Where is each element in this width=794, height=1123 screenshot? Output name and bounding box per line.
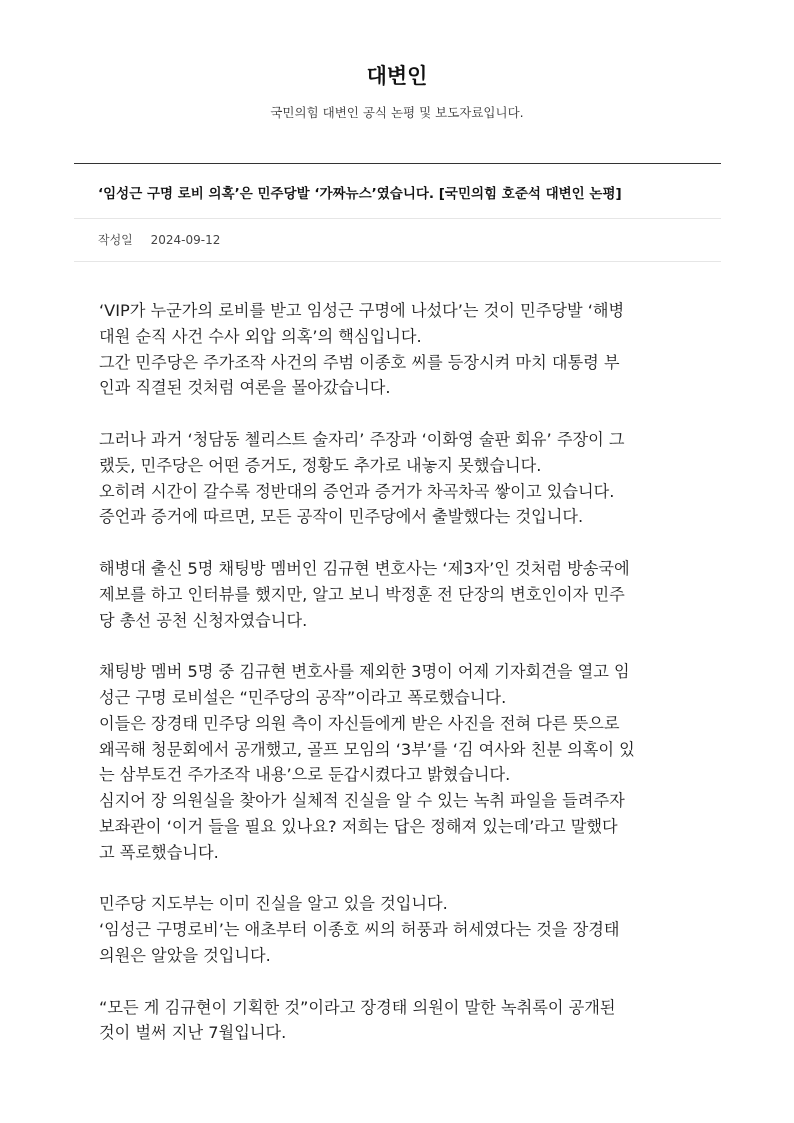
article-body (99, 298, 695, 1072)
date-label: 작성일 (98, 233, 133, 247)
paragraph (99, 298, 695, 401)
paragraph-line: 는 삼부토건 주가조작 내용’으로 둔갑시켰다고 밝혔습니다. (99, 765, 511, 785)
paragraph-line: 증언과 증거에 따르면, 모든 공작이 민주당에서 출발했다는 것입니다. (99, 507, 584, 527)
paragraph-line: 보좌관이 ‘이거 들을 필요 있나요? 저희는 답은 정해져 있는데’라고 말했다 (99, 816, 618, 836)
paragraph-line: 고 폭로했습니다. (99, 842, 219, 862)
paragraph-line: ‘VIP가 누군가의 로비를 받고 임성근 구명에 나섰다’는 것이 민주당발 ‘해병 (99, 301, 625, 320)
paragraph (99, 556, 695, 633)
paragraph (99, 427, 695, 530)
paragraph-line: 것이 벌써 지난 7월입니다. (99, 1023, 287, 1043)
paragraph-line: 인과 직결된 것처럼 여론을 몰아갔습니다. (99, 378, 391, 398)
meta-divider (74, 261, 721, 262)
paragraph-line: 오히려 시간이 갈수록 정반대의 증언과 증거가 차곡차곡 쌓이고 있습니다. (99, 481, 615, 501)
paragraph-line: 제보를 하고 인터뷰를 했지만, 알고 보니 박정훈 전 단장의 변호인이자 민주 (99, 584, 625, 604)
paragraph-line: 심지어 장 의원실을 찾아가 실체적 진실을 알 수 있는 녹취 파일을 들려주자 (99, 791, 625, 811)
paragraph-line: 그간 민주당은 주가조작 사건의 주범 이종호 씨를 등장시켜 마치 대통령 부 (99, 352, 620, 372)
paragraph-line: 그러나 과거 ‘청담동 첼리스트 술자리’ 주장과 ‘이화영 술판 회유’ 주장이 그 (99, 429, 625, 449)
paragraph (99, 891, 695, 968)
paragraph (99, 995, 695, 1047)
paragraph (99, 659, 695, 865)
paragraph-line: 이들은 장경태 민주당 의원 측이 자신들에게 받은 사진을 전혀 다른 뜻으로 (99, 713, 620, 733)
article-meta (98, 231, 220, 248)
paragraph-line: 당 총선 공천 신청자였습니다. (99, 610, 308, 630)
paragraph-line: 의원은 알았을 것입니다. (99, 945, 271, 965)
page-subtitle: 국민의힘 대변인 공식 논평 및 보도자료입니다. (270, 105, 524, 120)
page-title: 대변인 (366, 64, 428, 88)
paragraph-line: 성근 구명 로비설은 “민주당의 공작”이라고 폭로했습니다. (99, 687, 507, 707)
paragraph-line: “모든 게 김규현이 기획한 것”이라고 장경태 의원이 말한 녹취록이 공개된 (99, 997, 616, 1017)
paragraph-line: 민주당 지도부는 이미 진실을 알고 있을 것입니다. (99, 894, 448, 914)
paragraph-line: ‘임성근 구명로비’는 애초부터 이종호 씨의 허풍과 허세였다는 것을 장경태 (99, 920, 620, 940)
date-value: 2024-09-12 (150, 233, 221, 247)
title-divider (74, 218, 721, 219)
header-divider (74, 163, 721, 164)
article-title: ‘임성근 구명 로비 의혹’은 민주당발 ‘가짜뉴스’였습니다. [국민의힘 호준석 대변인 논평] (98, 186, 622, 202)
paragraph-line: 채팅방 멤버 5명 중 김규현 변호사를 제외한 3명이 어제 기자회견을 열고 임 (99, 662, 630, 682)
paragraph-line: 랬듯, 민주당은 어떤 증거도, 정황도 추가로 내놓지 못했습니다. (99, 455, 542, 475)
paragraph-line: 왜곡해 청문회에서 공개했고, 골프 모임의 ‘3부’를 ‘김 여사와 친분 의혹이 있 (99, 739, 635, 759)
paragraph-line: 해병대 출신 5명 채팅방 멤버인 김규현 변호사는 ‘제3자’인 것처럼 방송국에 (99, 558, 630, 578)
paragraph-line: 대원 순직 사건 수사 외압 의혹’의 핵심입니다. (99, 326, 422, 346)
